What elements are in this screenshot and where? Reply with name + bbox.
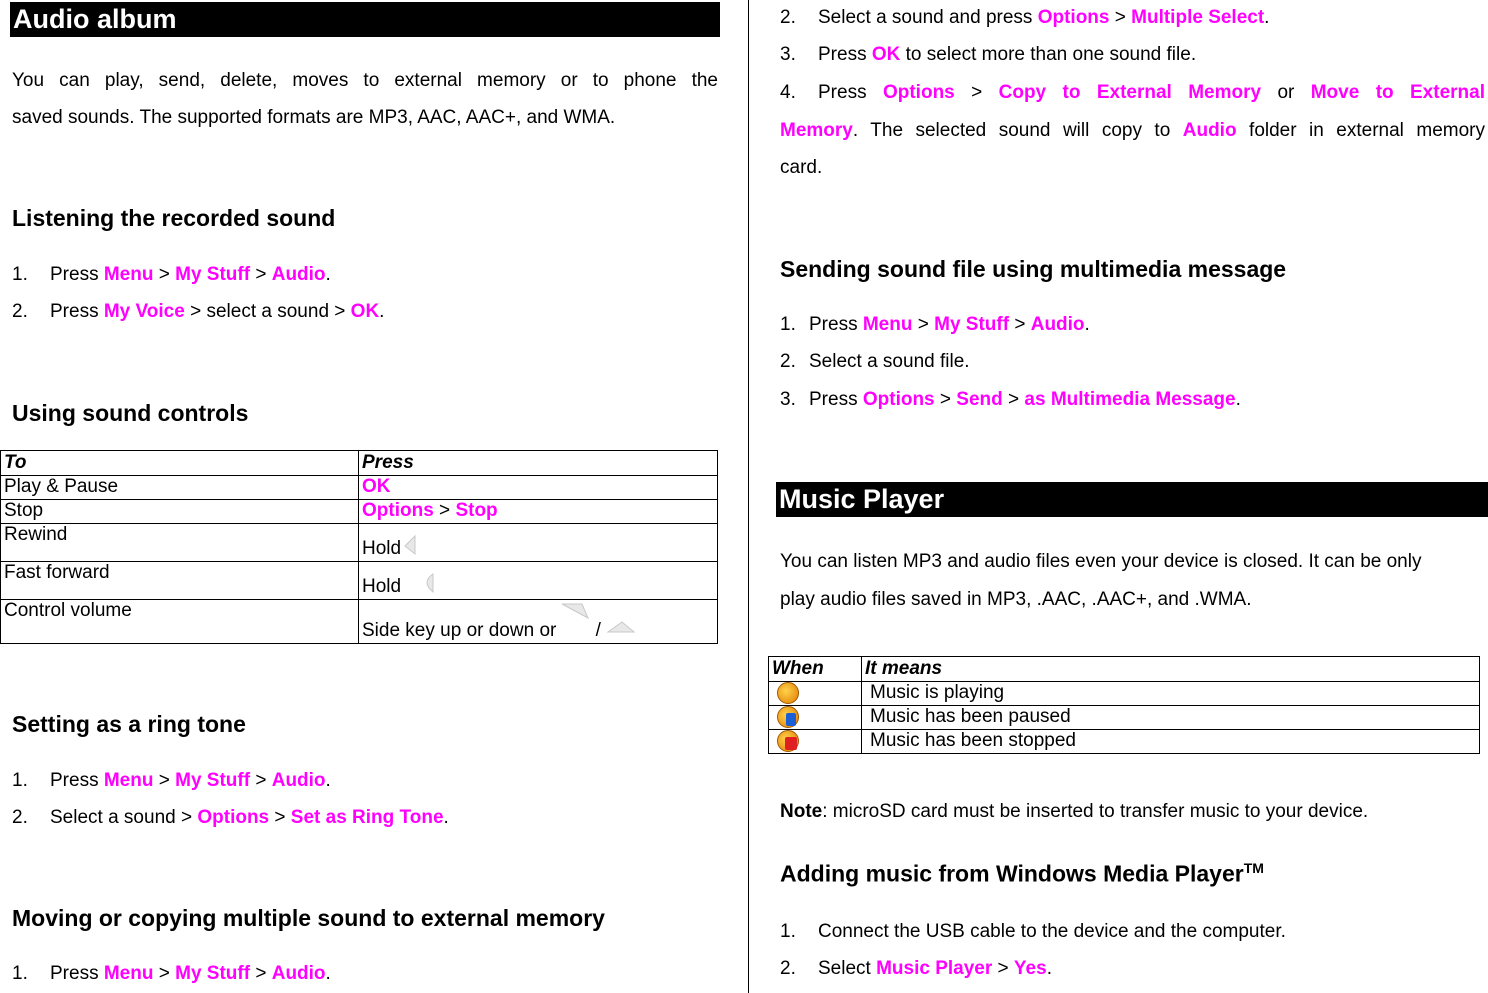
sending-step-2: 2. Select a sound file. — [780, 351, 970, 372]
table-row: Rewind Hold — [1, 524, 718, 562]
ringtone-step-1: 1. Press Menu > My Stuff > Audio. — [12, 770, 331, 791]
down-key-icon — [606, 616, 636, 638]
left-key-icon — [401, 534, 423, 556]
heading-ring-tone: Setting as a ring tone — [12, 711, 246, 737]
table-row: Music has been stopped — [769, 730, 1480, 754]
moving-step-4-line3: card. — [780, 157, 823, 178]
music-stopped-icon — [777, 730, 799, 752]
moving-step-2: 2. Select a sound and press Options > Multiple Select. — [780, 7, 1270, 28]
music-paused-icon — [777, 706, 799, 728]
sound-controls-table — [0, 450, 718, 644]
heading-listening: Listening the recorded sound — [12, 205, 336, 231]
music-player-intro-line2: play audio files saved in MP3, .AAC, .AAC+, and .WMA. — [780, 589, 1252, 610]
col-header-press: Press — [359, 451, 718, 476]
table-row: Stop Options > Stop — [1, 500, 718, 524]
audio-album-intro-line2: saved sounds. The supported formats are MP3, AAC, AAC+, and WMA. — [12, 107, 616, 128]
section-title: Music Player — [779, 484, 945, 514]
col-header-means: It means — [862, 657, 1480, 682]
table-row: Play & Pause OK — [1, 476, 718, 500]
moving-step-4-line2: Memory. The selected sound will copy to Audio folder in external memory — [780, 120, 1485, 141]
moving-step-1: 1. Press Menu > My Stuff > Audio. — [12, 963, 331, 984]
heading-moving: Moving or copying multiple sound to external memory — [12, 905, 605, 931]
table-row: Fast forward Hold — [1, 562, 718, 600]
table-row: Music has been paused — [769, 706, 1480, 730]
right-key-icon — [417, 572, 439, 594]
up-key-icon — [556, 600, 590, 636]
note: Note: microSD card must be inserted to transfer music to your device. — [780, 801, 1369, 822]
col-header-to: To — [1, 451, 359, 476]
moving-step-4-line1: 4. Press Options > Copy to External Memory or Move to External — [780, 82, 1485, 103]
music-playing-icon — [777, 682, 799, 704]
ringtone-step-2: 2. Select a sound > Options > Set as Ring Tone. — [12, 807, 449, 828]
section-banner-music-player — [776, 482, 1488, 517]
listening-step-2: 2. Press My Voice > select a sound > OK. — [12, 301, 385, 322]
section-title: Audio album — [13, 4, 177, 34]
music-player-intro-line1: You can listen MP3 and audio files even your device is closed. It can be only — [780, 551, 1422, 572]
adding-step-2: 2. Select Music Player > Yes. — [780, 958, 1052, 979]
column-divider — [748, 0, 749, 993]
music-status-table — [768, 656, 1480, 754]
heading-adding-music: Adding music from Windows Media Player™ — [780, 860, 1264, 887]
sending-step-3: 3. Press Options > Send > as Multimedia Message. — [780, 389, 1241, 410]
table-row: Control volume Side key up or down or / — [1, 600, 718, 644]
heading-sound-controls: Using sound controls — [12, 400, 249, 426]
listening-step-1: 1. Press Menu > My Stuff > Audio. — [12, 264, 331, 285]
table-row: Music is playing — [769, 682, 1480, 706]
moving-step-3: 3. Press OK to select more than one sound file. — [780, 44, 1197, 65]
heading-sending: Sending sound file using multimedia message — [780, 256, 1287, 282]
col-header-when: When — [769, 657, 862, 682]
sending-step-1: 1. Press Menu > My Stuff > Audio. — [780, 314, 1090, 335]
adding-step-1: 1. Connect the USB cable to the device and the computer. — [780, 921, 1286, 942]
audio-album-intro-line1: You can play, send, delete, moves to external memory or to phone the — [12, 70, 718, 91]
section-banner-audio-album — [10, 2, 720, 37]
